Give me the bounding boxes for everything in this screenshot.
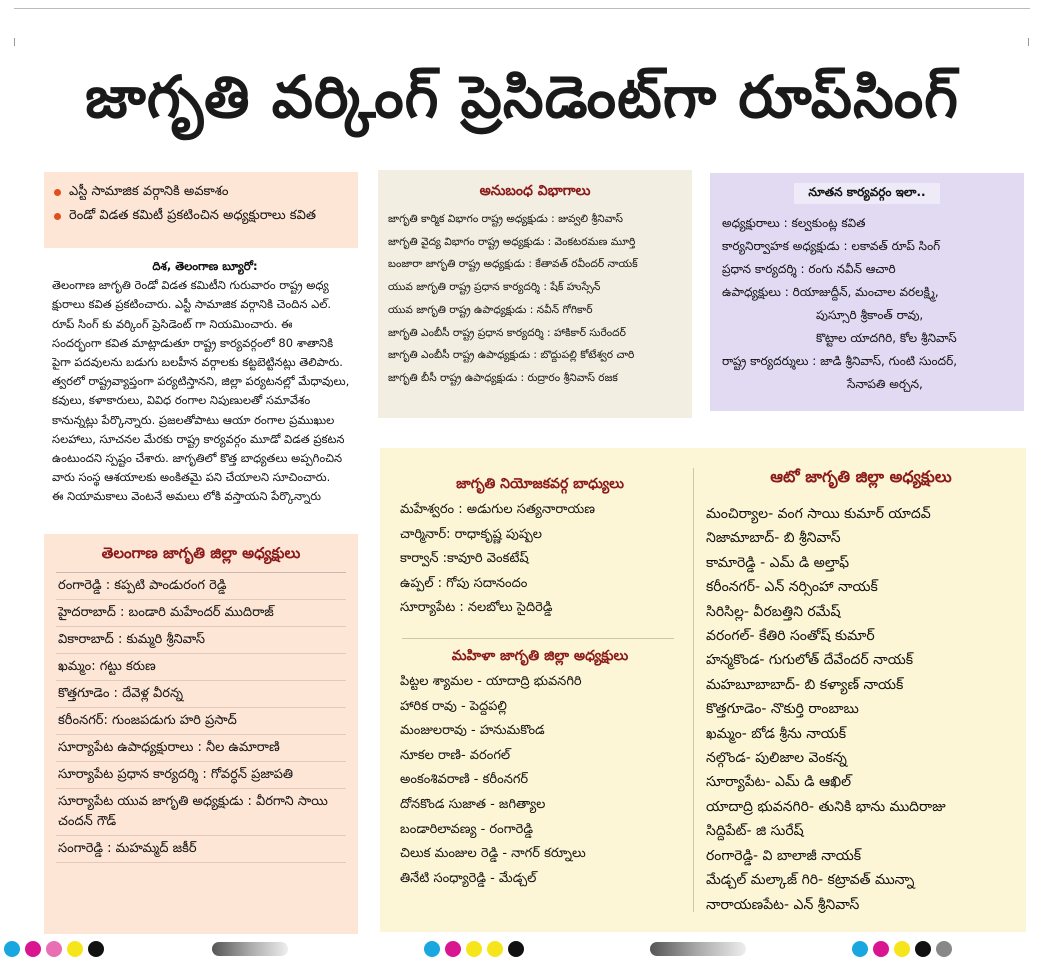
affiliate-wing-row: జాగృతి కార్మిక విభాగం రాష్ట్ర అధ్యక్షుడు : జువ్వలి శ్రీనివాస్ — [388, 213, 623, 225]
district-president-row: సంగారెడ్డి : మహమ్మద్ జకీర్ — [56, 836, 346, 863]
registration-dot — [445, 941, 461, 957]
registration-dot — [852, 941, 868, 957]
mahila-row: అంకంశివరాణి - కరీంనగర్ — [400, 772, 529, 788]
auto-row: సూర్యాపేట- ఎమ్ డి ఆఖిల్ — [706, 774, 852, 791]
story-line: వారు సంస్థ ఆశయాలకు అంకితమై పని చేయాలని సూచించారు. — [52, 470, 331, 485]
top-rule — [14, 8, 1030, 9]
district-president-row: ఖమ్మం: గట్టు కరుణ — [56, 654, 346, 681]
affiliate-wing-row: యువ జాగృతి రాష్ట్ర ప్రధాన కార్యదర్శి : షేక్ హుస్సేన్ — [388, 281, 601, 294]
constituency-section — [400, 470, 680, 621]
story-line: క్షురాలు కవిత ప్రకటించారు. ఎస్టీ సామాజిక వర్గానికి చెందిన ఎల్. — [52, 297, 332, 312]
highlights-box — [44, 172, 358, 248]
constituency-row: మహేశ్వరం : అడుగుల సత్యనారాయణ — [400, 502, 596, 517]
constituency-list — [400, 498, 680, 621]
story-line: పైగా పదవులను బడుగు బలహీన వర్గాలకు కట్టబెట్టినట్లు తెలిపారు. — [52, 355, 343, 370]
auto-row: సిద్దిపేట్- జి సురేష్ — [706, 823, 804, 840]
registration-dot — [46, 941, 62, 957]
mahila-row: హారిక రావు - పెద్దపల్లి — [400, 698, 507, 714]
district-president-row: సూర్యాపేట ఉపాధ్యక్షురాలు : నీల ఉమారాణి — [56, 735, 346, 762]
district-president-row: సూర్యాపేట ప్రధాన కార్యదర్శి : గోవర్ధన్ ప్రజాపతి — [56, 762, 346, 789]
story-line: సలహాలు, సూచనల మేరకు రాష్ట్ర కార్యవర్గం మూడో విడత ప్రకటన — [52, 431, 345, 446]
registration-dot — [915, 941, 931, 957]
auto-row: హన్మకొండ- గుగులోత్ దేవేందర్ నాయక్ — [706, 652, 914, 669]
committee-member-row: ఉపాధ్యక్షులు : రియాజుద్దీన్, మంచాల వరలక్ష్మి, — [722, 285, 939, 299]
auto-section — [706, 460, 1016, 917]
auto-row: మహబూబాబాద్- బి కళ్యాణ్ నాయక్ — [706, 676, 904, 693]
registration-dot — [4, 941, 20, 957]
story-line: ఉంటుందని స్పష్టం చేశారు. జాగృతిలో కొత్త బాధ్యతలు అప్పగించిన — [52, 451, 343, 466]
affiliate-wing-row: జాగృతి ఎంబీసీ రాష్ట్ర ప్రధాన కార్యదర్శి : హాకికార్ సురేందర్ — [388, 326, 626, 339]
mahila-row: నూకల రాణి- వరంగల్ — [400, 747, 511, 763]
constituency-row: కార్వాన్ :కావూరి వెంకటేష్ — [400, 551, 529, 567]
district-presidents-list — [56, 573, 346, 863]
column-divider — [693, 468, 694, 912]
committee-member-row: అధ్యక్షురాలు : కల్వకుంట్ల కవిత — [722, 216, 866, 230]
affiliate-wing-row: జాగృతి బీసీ రాష్ట్ర ఉపాధ్యక్షుడు : రుద్రారం శ్రీనివాస్ రజక — [388, 371, 618, 384]
story-lines — [52, 276, 358, 506]
affiliate-wings-list — [388, 208, 682, 390]
story-line: ఈ నియామకాలు వెంటనే అమలు లోకి వస్తాయని పేర్కొన్నారు — [52, 489, 321, 504]
dateline: దిశ, తెలంగాణ బ్యూరో: — [152, 259, 258, 273]
registration-dot — [508, 941, 524, 957]
new-committee-box — [710, 173, 1024, 411]
story-body — [52, 257, 358, 512]
headline: జాగృతి వర్కింగ్ ప్రెసిడెంట్‌గా రూప్‌సింగ్ — [85, 63, 959, 131]
committee-member-row: రాష్ట్ర కార్యదర్శులు : జాడి శ్రీనివాస్, గుంటి సుందర్, — [722, 354, 958, 368]
story-line: తెలంగాణ జాగృతి రెండో విడత కమిటీని గురువారం రాష్ట్ర అధ్య — [52, 278, 329, 293]
mahila-list — [400, 670, 680, 891]
mahila-section — [400, 642, 680, 891]
story-line: సందర్భంగా కవిత మాట్లాడుతూ రాష్ట్ర కార్యవర్గంలో 80 శాతానికి — [52, 335, 334, 350]
mahila-row: దోనకొండ సుజాత - జగిత్యాల — [400, 796, 546, 812]
highlight-text: ఎస్టీ సామాజిక వర్గానికి అవకాశం — [69, 184, 229, 199]
gradient-bar — [212, 942, 288, 956]
registration-dot — [25, 941, 41, 957]
section-divider — [402, 638, 674, 639]
district-president-row: వికారాబాద్ : కుమ్మరి శ్రీనివాస్ — [56, 627, 346, 654]
auto-title: ఆటో జాగృతి జిల్లా అధ్యక్షులు — [770, 467, 952, 486]
registration-strip — [0, 940, 1044, 958]
highlight-text: రెండో విడత కమిటీ ప్రకటించిన అధ్యక్షురాలు కవిత — [69, 208, 316, 223]
committee-member-row: కార్యనిర్వాహక అధ్యక్షుడు : లకావత్ రూప్ సింగ్ — [722, 239, 941, 253]
mahila-row: మంజులరావు - హనుమకొండ — [400, 723, 545, 739]
registration-dot — [487, 941, 503, 957]
new-committee-list — [722, 212, 1012, 396]
registration-dot — [88, 941, 104, 957]
auto-row: మంచిర్యాల- వంగ సాయి కుమార్ యాదవ్ — [706, 506, 931, 522]
auto-row: నల్గొండ- పులిజాల వెంకన్న — [706, 750, 847, 767]
auto-row: మేడ్చల్ మల్కాజ్ గిరి- కట్రావత్ మున్నా — [706, 872, 915, 889]
auto-row: సిరిసిల్ల- వీరబత్తిని రమేష్ — [706, 603, 841, 620]
auto-row: నిజామాబాద్- బి శ్రీనివాస్ — [706, 530, 841, 547]
story-line: రూప్ సింగ్ కు వర్కింగ్ ప్రెసిడెంట్ గా నియమించారు. ఈ — [52, 316, 293, 331]
committee-member-row: కొట్టాల యాదగిరి, కోల శ్రీనివాస్ — [816, 331, 957, 345]
yellow-panel — [380, 448, 1026, 932]
crop-mark — [14, 38, 15, 46]
story-line: త్వరలో రాష్ట్రవ్యాప్తంగా పర్యటిస్తానని, జిల్లా పర్యటనల్లో మేధావులు, — [52, 374, 350, 389]
district-president-row: రంగారెడ్డి : కప్పటి పాండురంగ రెడ్డి — [56, 573, 346, 600]
affiliate-wing-row: జాగృతి ఎంబీసీ రాష్ట్ర ఉపాధ్యక్షుడు : బొద్దుపల్లి కోటేశ్వర చారి — [388, 349, 635, 362]
mahila-row: తినేటి సంధ్యారెడ్డి - మేడ్చల్ — [400, 870, 537, 886]
district-president-row: కొత్తగూడెం : దేవెళ్ల వీరన్న — [56, 681, 346, 708]
district-presidents-title: తెలంగాణ జాగృతి జిల్లా అధ్యక్షులు — [56, 544, 346, 573]
registration-dot — [936, 941, 952, 957]
mahila-title: మహిళా జాగృతి జిల్లా అధ్యక్షులు — [451, 648, 629, 664]
affiliate-wing-row: యువ జాగృతి రాష్ట్ర ఉపాధ్యక్షుడు : నవీన్ గోగికార్ — [388, 303, 593, 316]
auto-row: కరీంనగర్- ఎన్ నర్సింహా నాయక్ — [706, 579, 878, 596]
constituency-row: చార్మినార్: రాధాకృష్ణ పుష్పల — [400, 526, 543, 542]
affiliate-wing-row: జాగృతి వైద్య విభాగం రాష్ట్ర అధ్యక్షుడు : వెంకటరమణ మూర్తి — [388, 235, 636, 248]
district-presidents-box — [44, 534, 358, 934]
auto-list — [706, 502, 1016, 917]
highlight-item — [54, 204, 348, 228]
auto-row: కామారెడ్డి - ఎమ్ డి అల్తాఫ్ — [706, 554, 850, 571]
constituency-title: జాగృతి నియోజకవర్గ బాధ్యులు — [456, 476, 624, 492]
crop-mark — [1028, 38, 1029, 46]
auto-row: యాదాద్రి భువనగిరి- తునికి భాను ముదిరాజు — [706, 798, 946, 815]
committee-member-row: ప్రధాన కార్యదర్శి : రంగు నవీన్ ఆచారి — [722, 262, 896, 276]
auto-row: కొత్తగూడెం- నొకుర్తి రాంబాబు — [706, 701, 859, 718]
story-line: కవులు, కళాకారులు, వివిధ రంగాల నిపుణులతో సమావేశం — [52, 393, 311, 408]
registration-dot — [424, 941, 440, 957]
district-president-row: కరీంనగర్: గుంజపడుగు హరి ప్రసాద్ — [56, 708, 346, 735]
gradient-bar — [650, 942, 746, 956]
district-president-row: హైదరాబాద్ : బండారి మహేందర్ ముదిరాజ్ — [56, 600, 346, 627]
constituency-row: సూర్యాపేట : నలబోలు సైదిరెడ్డి — [400, 600, 553, 616]
registration-dot — [466, 941, 482, 957]
new-committee-title: నూతన కార్యవర్గం ఇలా.. — [794, 183, 939, 204]
registration-dot — [894, 941, 910, 957]
auto-row: వరంగల్- కేతిరి సంతోష్ కుమార్ — [706, 628, 875, 645]
auto-row: రంగారెడ్డి- వి బాలాజీ నాయక్ — [706, 847, 862, 864]
affiliate-wings-box — [378, 170, 692, 418]
registration-dot — [873, 941, 889, 957]
committee-member-row: పుస్సూరి శ్రీకాంత్ రావు, — [816, 308, 924, 322]
auto-row: ఖమ్మం- బోడ శ్రీను నాయక్ — [706, 725, 847, 742]
highlight-item — [54, 180, 348, 204]
mahila-row: బండారిలావణ్య - రంగారెడ్డి — [400, 821, 534, 837]
district-president-row: సూర్యాపేట యువ జాగృతి అధ్యక్షుడు : వీరగాని సాయి చందన్ గౌడ్ — [56, 789, 346, 836]
affiliate-wings-title: అనుబంధ విభాగాలు — [479, 183, 591, 199]
affiliate-wing-row: బంజారా జాగృతి రాష్ట్ర అధ్యక్షుడు : కేతావత్ రవీందర్ నాయక్ — [388, 258, 638, 271]
constituency-row: ఉప్పల్ : గోపు సదానందం — [400, 575, 528, 591]
mahila-row: పిట్టల శ్యామల - యాదాద్రి భువనగిరి — [400, 674, 582, 689]
bullet-icon — [54, 189, 61, 196]
bullet-icon — [54, 213, 61, 220]
registration-dot — [67, 941, 83, 957]
mahila-row: చిలుక మంజుల రెడ్డి - నాగర్ కర్నూలు — [400, 846, 586, 862]
committee-member-row: సేనాపతి అర్చన, — [847, 377, 923, 391]
auto-row: నారాయణపేట- ఎన్ శ్రీనివాస్ — [706, 896, 860, 913]
story-line: కానున్నట్లు పేర్కొన్నారు. ప్రజలతోపాటు ఆయా రంగాల ప్రముఖుల — [52, 412, 335, 427]
